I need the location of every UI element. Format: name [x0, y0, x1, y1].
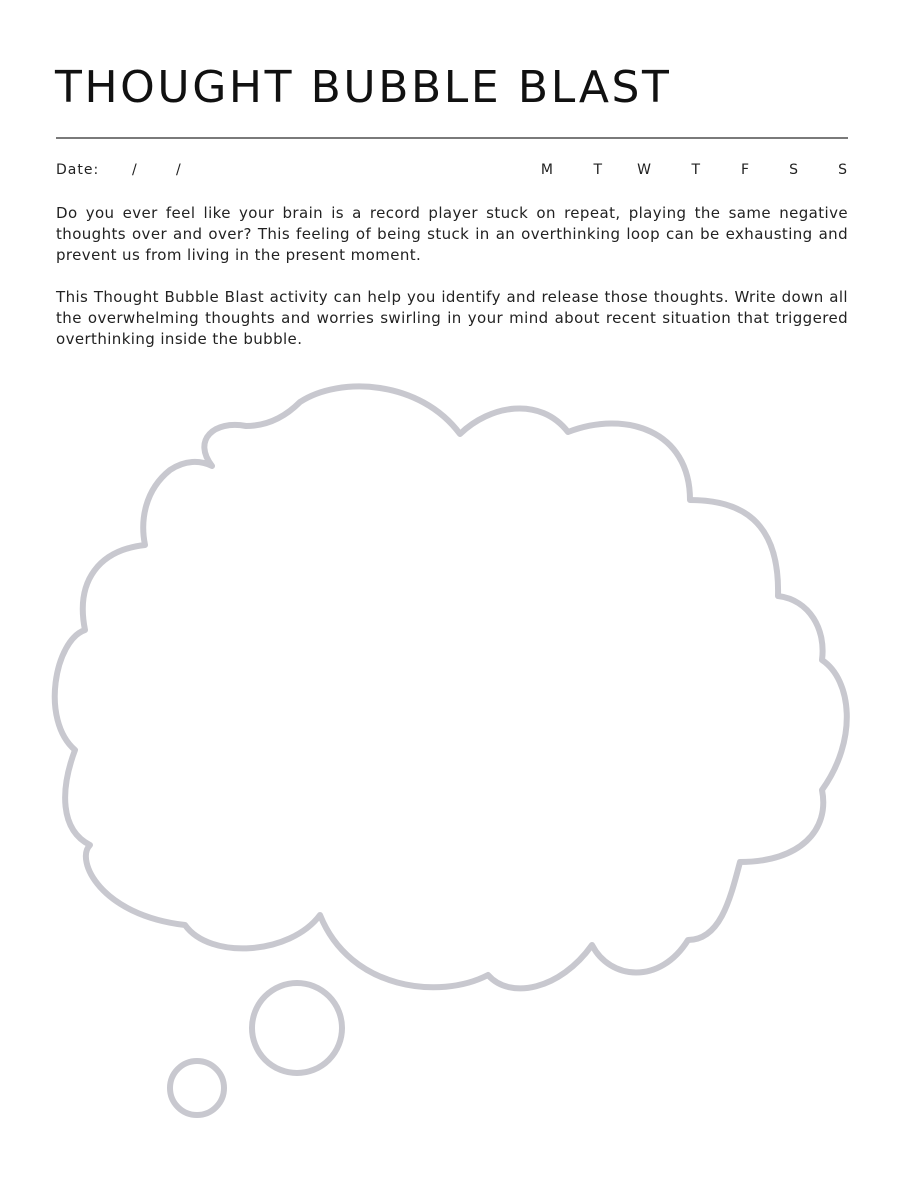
weekday-selector	[505, 162, 848, 178]
day-wednesday[interactable]: W	[637, 162, 652, 178]
title-divider	[56, 137, 848, 139]
date-separator-2: /	[176, 162, 182, 178]
date-label: Date:	[56, 162, 100, 178]
day-sunday[interactable]: S	[838, 162, 848, 178]
date-row	[56, 162, 848, 182]
day-saturday[interactable]: S	[789, 162, 799, 178]
instruction-paragraph: This Thought Bubble Blast activity can help you identify and release those thoughts. Write down all the overwhelming thoughts and worries swirling in your mind about recent situation that triggered overthinking inside the bubble.	[56, 288, 848, 348]
day-thursday[interactable]: T	[691, 162, 701, 178]
thought-bubble-graphic	[0, 360, 900, 1140]
intro-paragraph: Do you ever feel like your brain is a record player stuck on repeat, playing the same negative thoughts over and over? This feeling of being stuck in an overthinking loop can be exhausting and prevent us from living in the present moment.	[56, 204, 848, 264]
thought-bubble-medium-dot	[252, 983, 342, 1073]
date-separator-1: /	[132, 162, 138, 178]
thought-bubble-cloud[interactable]	[55, 386, 847, 988]
day-tuesday[interactable]: T	[593, 162, 603, 178]
day-monday[interactable]: M	[540, 162, 554, 178]
day-friday[interactable]: F	[740, 162, 750, 178]
thought-bubble-small-dot	[170, 1061, 224, 1115]
page-title: THOUGHT BUBBLE BLAST	[55, 62, 672, 113]
